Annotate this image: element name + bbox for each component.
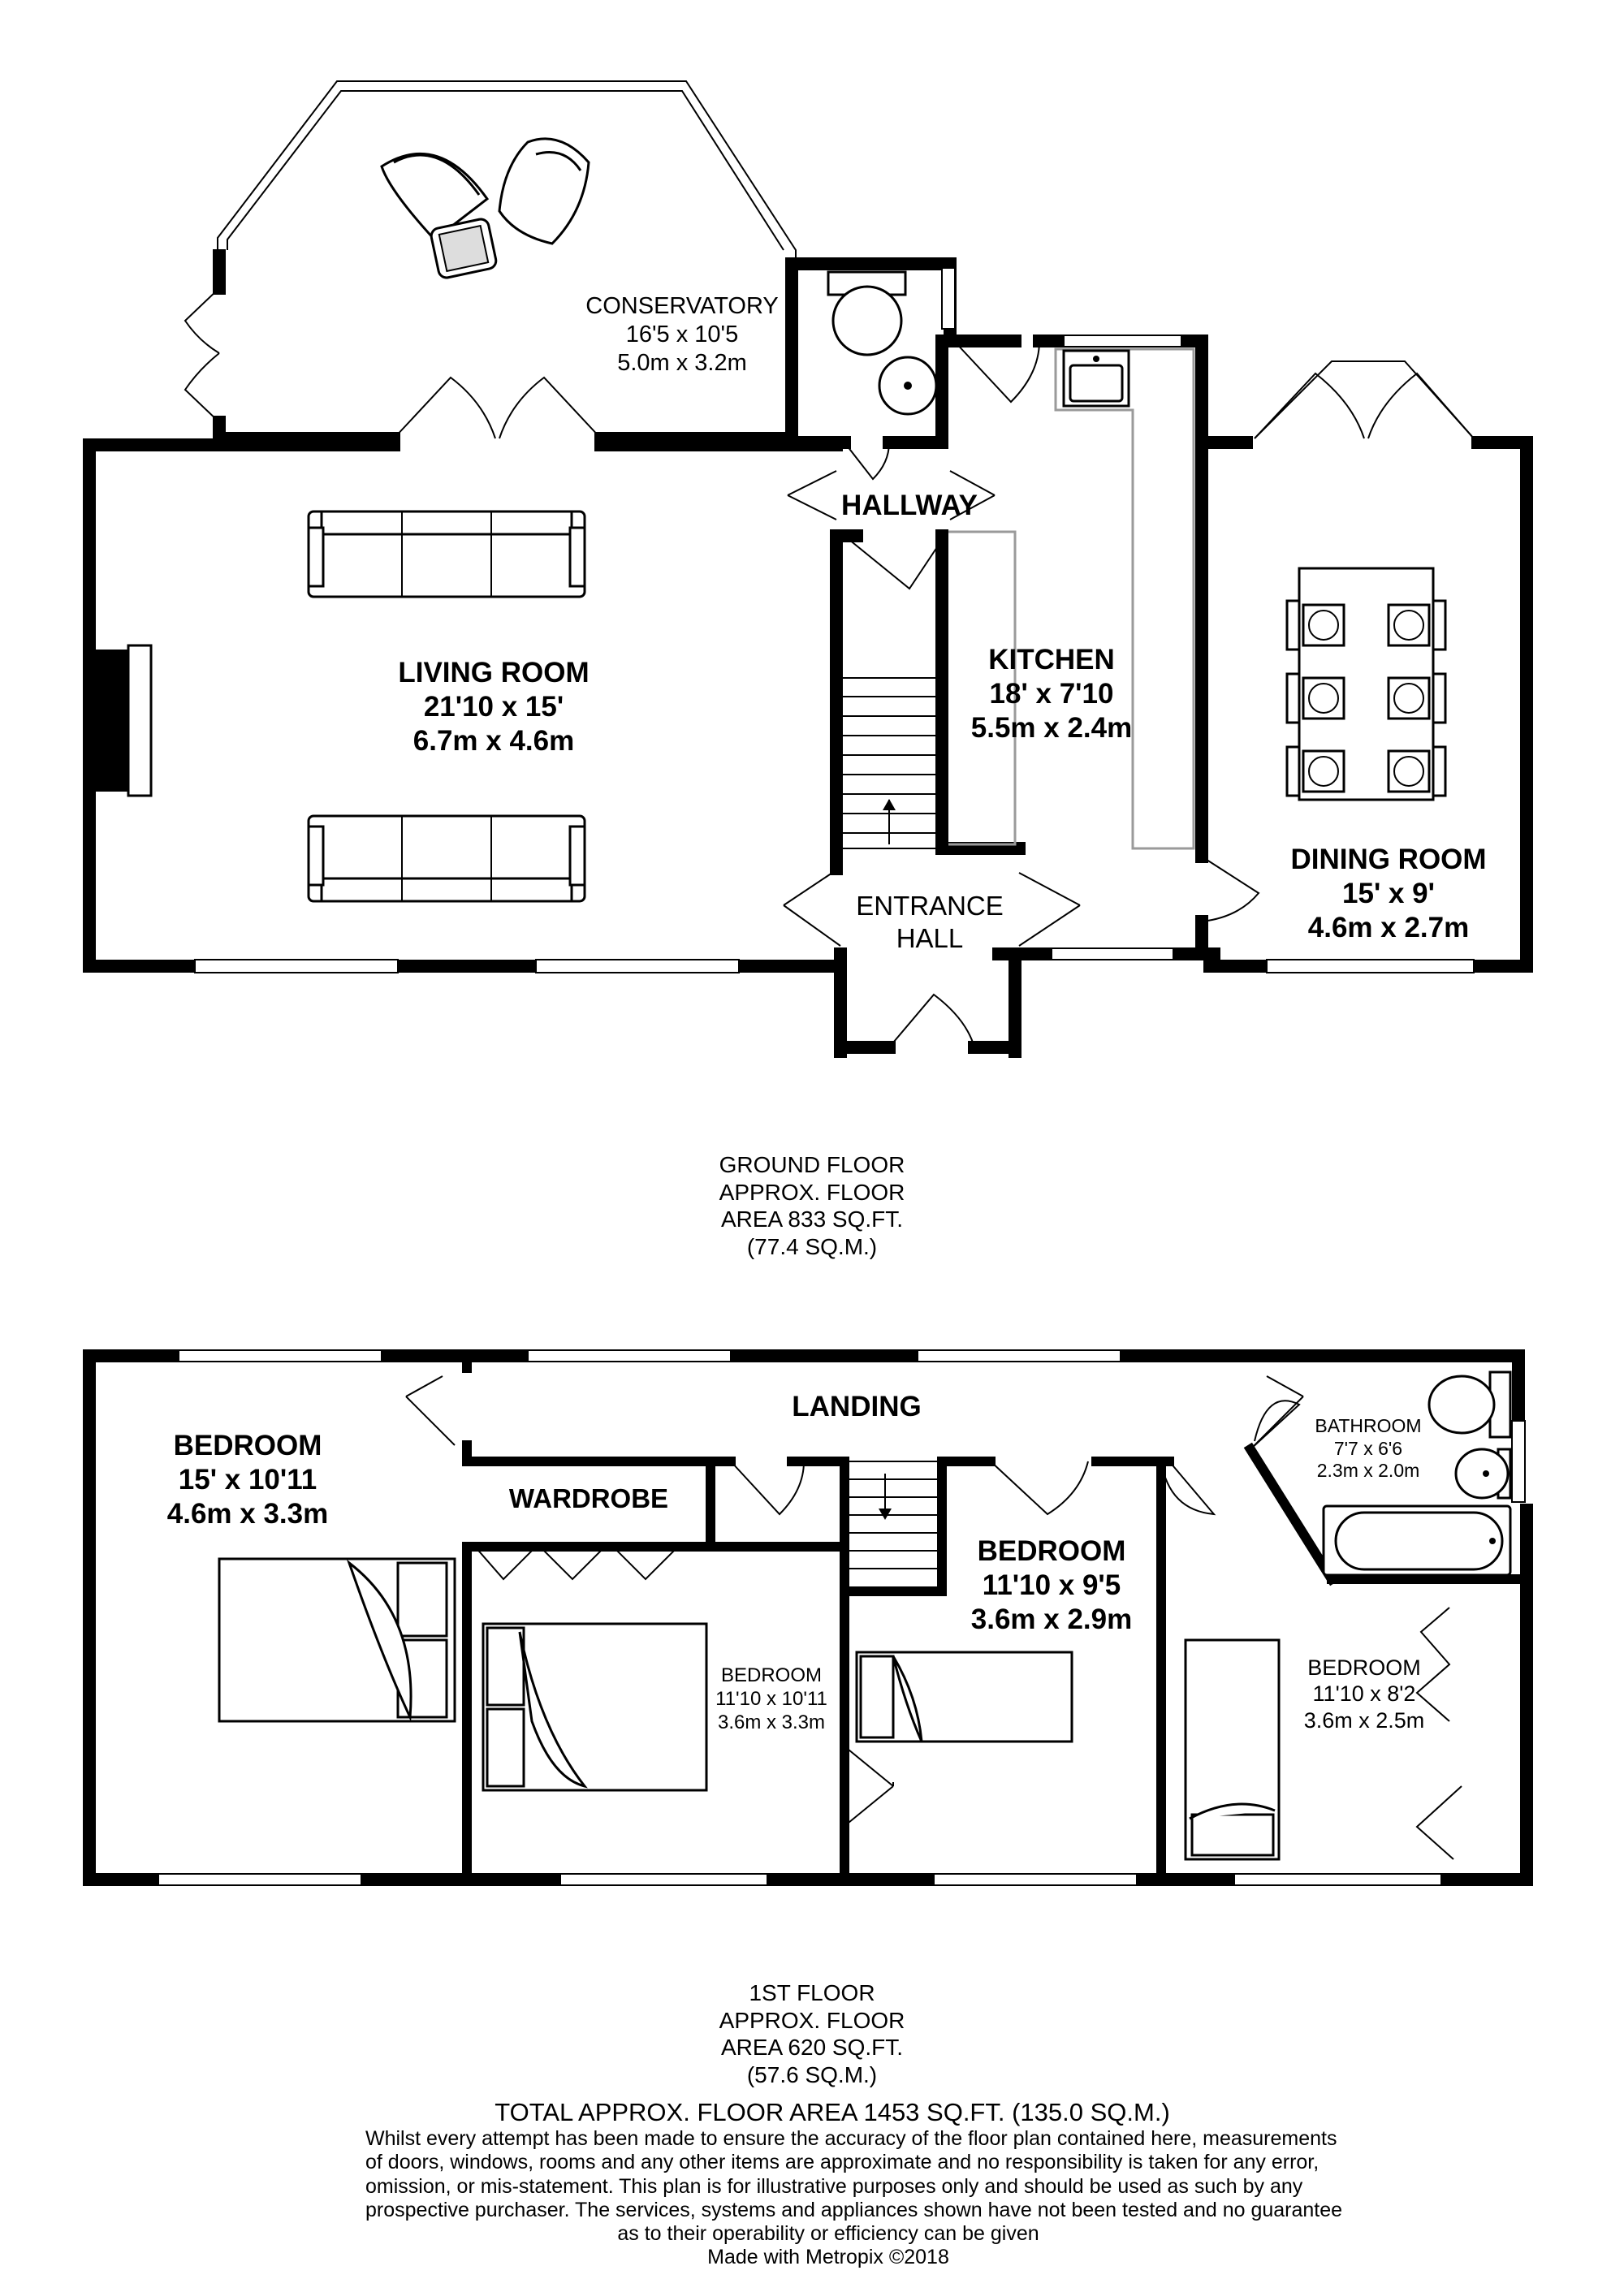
entrance-hall-line1: ENTRANCE <box>856 891 1004 921</box>
landing-name: LANDING <box>792 1391 922 1422</box>
front-door <box>889 995 974 1047</box>
bedroom-2-name: BEDROOM <box>720 1664 822 1686</box>
bedroom-2-label <box>690 1664 853 1734</box>
first-floor-staircase <box>849 1461 938 1591</box>
kitchen-size-metric: 5.5m x 2.4m <box>970 712 1133 744</box>
disclaimer-line: prospective purchaser. The services, systems and appliances shown have not been tested and no guarantee <box>365 2198 1343 2221</box>
bedroom-3-size-metric: 3.6m x 2.9m <box>970 1604 1133 1635</box>
bedroom-3-name: BEDROOM <box>977 1535 1126 1567</box>
disclaimer-line: Whilst every attempt has been made to ensure the accuracy of the floor plan contained here, measurements <box>365 2127 1337 2150</box>
bathroom-name: BATHROOM <box>1315 1415 1422 1436</box>
bedroom-3-size-imperial: 11'10 x 9'5 <box>982 1569 1121 1601</box>
first-floor-summary <box>650 1979 974 2088</box>
conservatory-name: CONSERVATORY <box>585 293 779 319</box>
dining-room-label <box>1267 843 1510 945</box>
bedroom-1-name: BEDROOM <box>173 1430 322 1461</box>
dining-room-bay <box>1255 361 1474 438</box>
kitchen-worktops <box>948 349 1194 848</box>
bathroom-window <box>1512 1421 1525 1502</box>
ground-floor-summary-line: APPROX. FLOOR <box>719 1179 905 1205</box>
ground-staircase <box>840 678 942 848</box>
conservatory-label <box>560 292 804 377</box>
conservatory-doors <box>185 288 601 438</box>
bedroom-2-bed <box>483 1624 706 1790</box>
kitchen-window-bottom <box>1052 948 1173 960</box>
conservatory-size-metric: 5.0m x 3.2m <box>617 349 747 376</box>
ground-floor-summary <box>650 1151 974 1260</box>
bedroom-4-bed <box>1186 1640 1279 1859</box>
bedroom-1-size-metric: 4.6m x 3.3m <box>166 1498 329 1530</box>
ground-floor-summary-line: (77.4 SQ.M.) <box>746 1233 878 1259</box>
kitchen-window-top <box>1064 335 1181 347</box>
ff-window-5 <box>560 1874 767 1885</box>
bedroom-4-size-imperial: 11'10 x 8'2 <box>1312 1681 1416 1707</box>
disclaimer-line: of doors, windows, rooms and any other items are approximate and no responsibility is taken for any error, <box>365 2151 1320 2174</box>
ff-window-7 <box>1234 1874 1441 1885</box>
bedroom-1-label <box>126 1429 369 1531</box>
dining-room-size-imperial: 15' x 9' <box>1342 878 1435 909</box>
bedroom-1-size-imperial: 15' x 10'11 <box>178 1464 317 1496</box>
wardrobe-label <box>471 1483 706 1515</box>
hallway-label <box>808 489 1011 523</box>
bathroom-basin <box>1456 1449 1510 1498</box>
bedroom-3-bed <box>857 1652 1072 1742</box>
dining-room-name: DINING ROOM <box>1290 844 1487 875</box>
living-room-label <box>372 656 615 758</box>
kitchen-sink <box>1064 351 1129 406</box>
conservatory-size-imperial: 16'5 x 10'5 <box>625 321 739 347</box>
hallway-name: HALLWAY <box>841 490 978 521</box>
ground-floor-summary-line: AREA 833 SQ.FT. <box>720 1206 904 1232</box>
bathroom-label <box>1287 1415 1449 1483</box>
first-floor-summary-line: 1ST FLOOR <box>749 1980 875 2005</box>
living-room-sofa-bottom <box>309 816 585 901</box>
living-room-window-2 <box>536 960 739 973</box>
landing-label <box>751 1390 962 1424</box>
ff-window-4 <box>158 1874 361 1885</box>
disclaimer-line: as to their operability or efficiency can be given <box>617 2222 1039 2245</box>
wc-window <box>942 268 955 329</box>
kitchen-label <box>950 643 1153 745</box>
first-floor-summary-line: (57.6 SQ.M.) <box>746 2061 878 2087</box>
bedroom-3-cupboard <box>849 1750 893 1823</box>
dining-table <box>1287 568 1445 800</box>
kitchen-door <box>954 341 1039 402</box>
total-area: TOTAL APPROX. FLOOR AREA 1453 SQ.FT. (135.0 SQ.M.) <box>495 2098 1170 2126</box>
bedroom-3-label <box>930 1534 1173 1637</box>
wc-toilet <box>828 272 905 355</box>
bathroom-size-imperial: 7'7 x 6'6 <box>1333 1437 1403 1459</box>
ground-floor-summary-line: GROUND FLOOR <box>719 1152 905 1177</box>
bedroom-1-bed <box>219 1559 455 1721</box>
bedroom-2-size-metric: 3.6m x 3.3m <box>717 1711 826 1733</box>
dining-room-window <box>1267 960 1474 973</box>
disclaimer-line: omission, or mis-statement. This plan is for illustrative purposes only and should be used as such by any <box>365 2174 1303 2198</box>
credit: Made with Metropix ©2018 <box>707 2246 949 2269</box>
entrance-hall-line2: HALL <box>896 922 964 953</box>
first-floor-summary-line: AREA 620 SQ.FT. <box>720 2035 904 2061</box>
first-floor-summary-line: APPROX. FLOOR <box>719 2007 905 2033</box>
ff-window-2 <box>528 1350 731 1362</box>
wardrobe-name: WARDROBE <box>508 1483 669 1513</box>
bedroom-4-label <box>1267 1655 1462 1733</box>
ff-window-3 <box>918 1350 1121 1362</box>
bedroom-4-door <box>1161 1461 1214 1514</box>
kitchen-name: KITCHEN <box>988 644 1115 675</box>
bedroom-4-size-metric: 3.6m x 2.5m <box>1303 1707 1425 1733</box>
living-room-sofa-top <box>309 511 585 597</box>
kitchen-size-imperial: 18' x 7'10 <box>989 678 1114 710</box>
conservatory-walls <box>218 81 796 438</box>
conservatory-armchair-right <box>499 139 589 244</box>
landing-door-left <box>406 1376 455 1445</box>
conservatory-side-table <box>430 218 497 279</box>
bathroom-size-metric: 2.3m x 2.0m <box>1316 1460 1420 1482</box>
wc-basin <box>879 357 936 414</box>
ff-window-6 <box>934 1874 1137 1885</box>
living-room-window-1 <box>195 960 398 973</box>
entrance-hall-label <box>828 890 1031 954</box>
disclaimer <box>365 2127 1343 2270</box>
ff-window-1 <box>179 1350 382 1362</box>
bedroom-4-name: BEDROOM <box>1307 1655 1421 1680</box>
bedroom-3-door <box>991 1461 1088 1514</box>
bedroom-2-size-imperial: 11'10 x 10'11 <box>715 1687 827 1710</box>
living-room-name: LIVING ROOM <box>398 657 590 688</box>
living-room-fireplace <box>96 645 151 796</box>
kitchen-door-dining <box>1202 857 1259 922</box>
dining-room-size-metric: 4.6m x 2.7m <box>1307 912 1470 943</box>
hallway-door-stairs <box>844 536 942 589</box>
living-room-size-metric: 6.7m x 4.6m <box>412 725 575 757</box>
living-room-size-imperial: 21'10 x 15' <box>423 691 564 723</box>
hallway-door-wc <box>844 442 889 479</box>
bedroom-2-door <box>731 1461 804 1514</box>
